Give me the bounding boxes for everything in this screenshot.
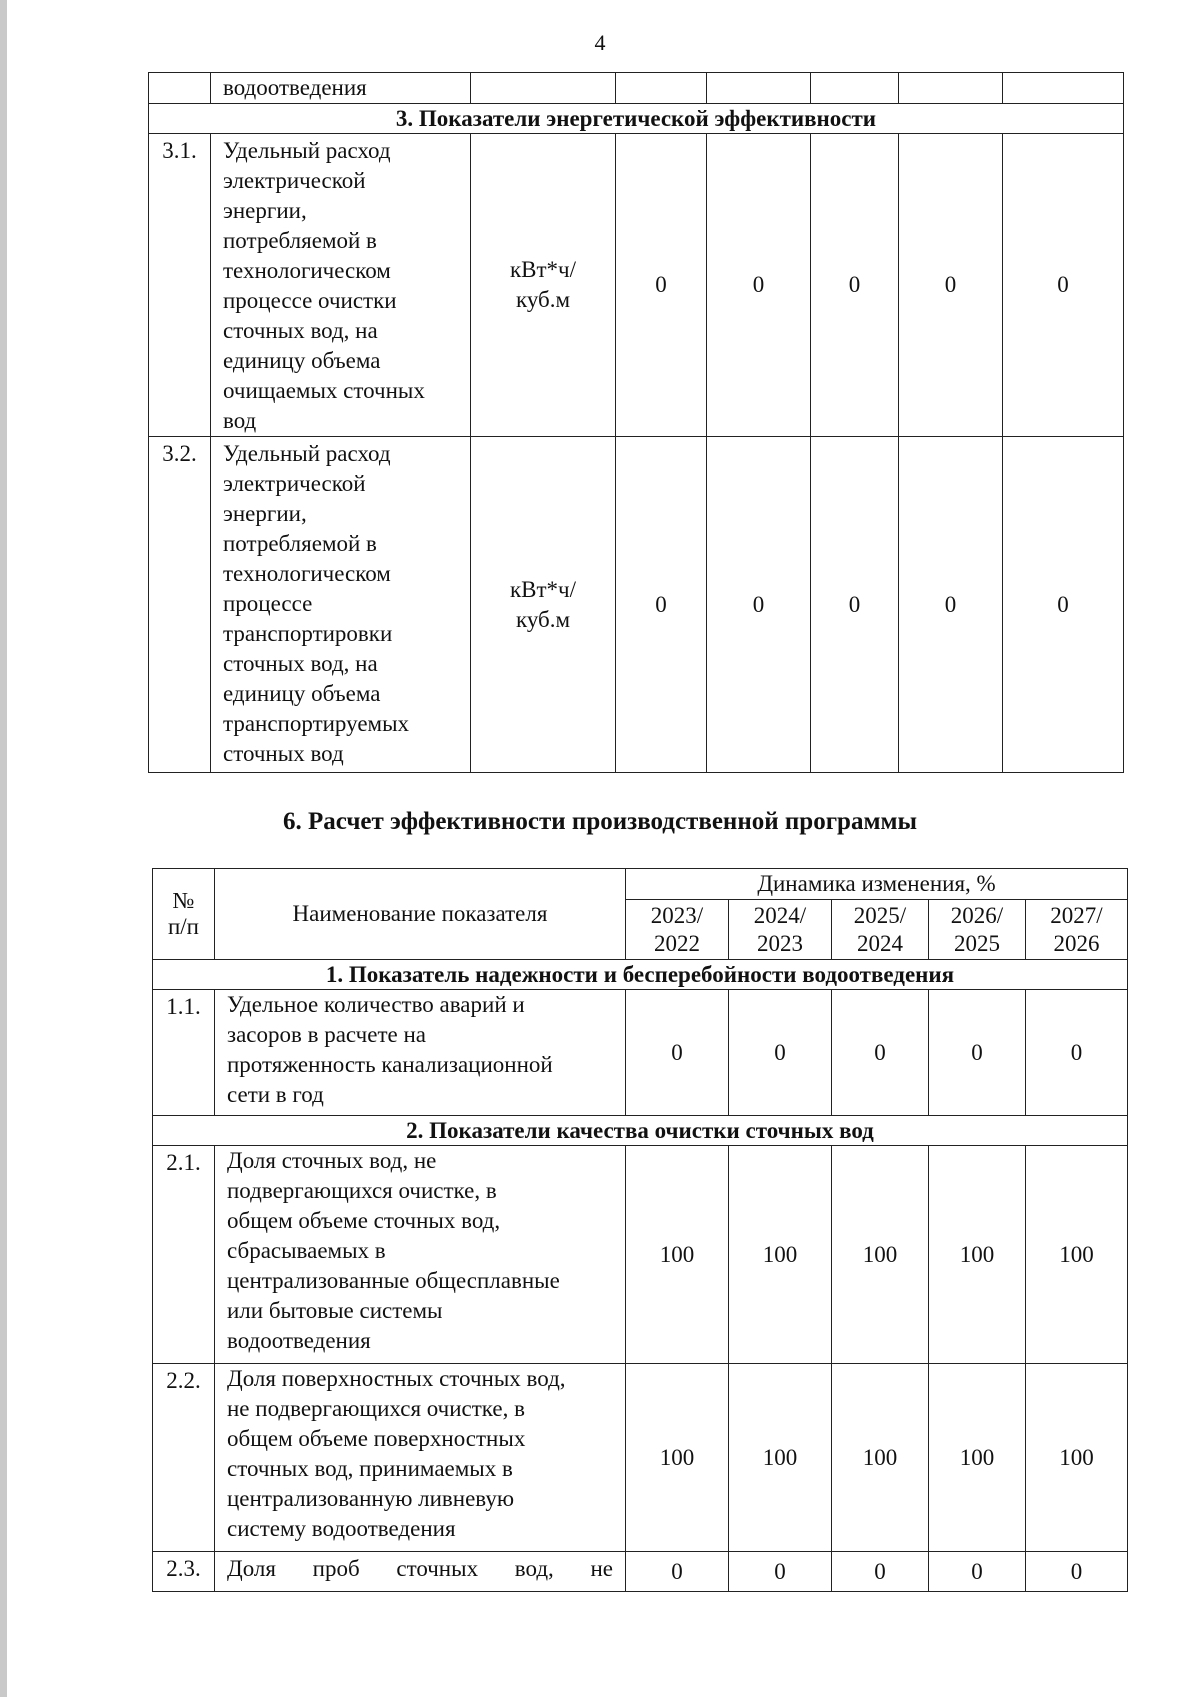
table-row	[153, 1146, 1128, 1364]
indicator-name	[211, 134, 471, 437]
unit-cell	[471, 437, 616, 773]
value-cell: 0	[1003, 134, 1124, 437]
name-line: общем объеме поверхностных	[227, 1426, 526, 1451]
name-line: сточных вод, на	[223, 651, 378, 676]
name-line: Удельный расход	[223, 138, 391, 163]
col-name-header: Наименование показателя	[215, 869, 626, 960]
value-cell: 0	[616, 437, 707, 773]
name-line: технологическом	[223, 561, 391, 586]
table-cell	[471, 73, 616, 104]
name-line: сточных вод, принимаемых в	[227, 1456, 513, 1481]
value-cell: 0	[626, 990, 729, 1116]
table-cell	[1003, 73, 1124, 104]
value-cell: 100	[626, 1146, 729, 1364]
name-line: очищаемых сточных	[223, 378, 425, 403]
value-cell: 0	[899, 437, 1003, 773]
name-line: Удельный расход	[223, 441, 391, 466]
name-line: вод	[223, 408, 257, 433]
value-cell: 0	[832, 990, 929, 1116]
section-title: 1. Показатель надежности и бесперебойности водоотведения	[153, 960, 1128, 990]
name-line: засоров в расчете на	[227, 1022, 426, 1047]
table-row	[153, 1364, 1128, 1552]
section-row	[153, 960, 1128, 990]
value-cell: 0	[707, 134, 811, 437]
header-row	[153, 869, 1128, 900]
value-cell: 0	[1026, 1552, 1128, 1592]
scan-left-edge	[0, 0, 7, 1697]
name-line: единицу объема	[223, 348, 381, 373]
value-cell: 100	[929, 1146, 1026, 1364]
table-row	[149, 134, 1124, 437]
value-cell: 0	[929, 990, 1026, 1116]
row-number: 2.3.	[153, 1552, 215, 1592]
name-line: Доля сточных вод, не	[227, 1148, 437, 1173]
indicator-name	[215, 1364, 626, 1552]
continuation-text: водоотведения	[211, 73, 471, 104]
year-header: 2025/ 2024	[832, 900, 929, 960]
name-line: или бытовые системы	[227, 1298, 443, 1323]
value-cell: 0	[811, 134, 899, 437]
value-cell: 100	[729, 1146, 832, 1364]
name-line: единицу объема	[223, 681, 381, 706]
section-row	[153, 1116, 1128, 1146]
table-row	[149, 73, 1124, 104]
value-cell: 0	[832, 1552, 929, 1592]
efficiency-calculation-table	[152, 868, 1128, 1592]
value-cell: 100	[929, 1364, 1026, 1552]
unit-line: кВт*ч/	[509, 576, 577, 602]
unit-cell	[471, 134, 616, 437]
table-row	[149, 437, 1124, 773]
name-line: процессе очистки	[223, 288, 397, 313]
name-line: электрической	[223, 471, 366, 496]
header-line: №	[172, 888, 195, 913]
unit-line: кВт*ч/	[509, 257, 577, 282]
name-line: протяженность канализационной	[227, 1052, 553, 1077]
name-line: энергии,	[223, 501, 307, 526]
year-header: 2026/ 2025	[929, 900, 1026, 960]
section-row	[149, 104, 1124, 134]
name-line: сети в год	[227, 1082, 324, 1107]
value-cell: 0	[899, 134, 1003, 437]
name-line: потребляемой в	[223, 228, 377, 253]
name-line: сбрасываемых в	[227, 1238, 386, 1263]
row-number: 3.2.	[149, 437, 211, 773]
name-line: систему водоотведения	[227, 1516, 456, 1541]
name-line: Удельное количество аварий и	[227, 992, 525, 1017]
name-line: сточных вод	[223, 741, 344, 766]
value-cell: 0	[1026, 990, 1128, 1116]
table-row	[153, 1552, 1128, 1592]
row-number: 2.1.	[153, 1146, 215, 1364]
value-cell: 100	[1026, 1364, 1128, 1552]
value-cell: 0	[729, 990, 832, 1116]
year-header: 2023/ 2022	[626, 900, 729, 960]
value-cell: 100	[626, 1364, 729, 1552]
name-line: электрической	[223, 168, 366, 193]
table-cell	[707, 73, 811, 104]
row-number: 2.2.	[153, 1364, 215, 1552]
value-cell: 0	[1003, 437, 1124, 773]
table-row	[153, 990, 1128, 1116]
dynamics-header: Динамика изменения, %	[626, 869, 1128, 900]
name-line: процессе	[223, 591, 313, 616]
table-cell	[899, 73, 1003, 104]
section-6-title: 6. Расчет эффективности производственной программы	[282, 808, 918, 835]
row-number: 1.1.	[153, 990, 215, 1116]
value-cell: 0	[616, 134, 707, 437]
name-line: водоотведения	[227, 1328, 371, 1353]
indicator-name	[215, 1146, 626, 1364]
year-header: 2024/ 2023	[729, 900, 832, 960]
indicator-name	[211, 437, 471, 773]
name-line: технологическом	[223, 258, 391, 283]
name-line: централизованные общесплавные	[227, 1268, 560, 1293]
section-title: 3. Показатели энергетической эффективности	[149, 104, 1124, 134]
name-line: потребляемой в	[223, 531, 377, 556]
table-cell	[811, 73, 899, 104]
name-line: энергии,	[223, 198, 307, 223]
value-cell: 100	[832, 1364, 929, 1552]
value-cell: 0	[729, 1552, 832, 1592]
value-cell: 0	[811, 437, 899, 773]
table-cell	[149, 73, 211, 104]
value-cell: 0	[929, 1552, 1026, 1592]
indicator-name	[215, 1552, 626, 1592]
name-line: Доля проб сточных вод, не	[227, 1556, 613, 1581]
name-line: транспортируемых	[223, 711, 410, 736]
unit-line: куб.м	[515, 606, 571, 632]
row-number: 3.1.	[149, 134, 211, 437]
name-line: подвергающихся очистке, в	[227, 1178, 497, 1203]
name-line: Доля поверхностных сточных вод,	[227, 1366, 566, 1391]
name-line: сточных вод, на	[223, 318, 378, 343]
name-line: не подвергающихся очистке, в	[227, 1396, 525, 1421]
value-cell: 100	[1026, 1146, 1128, 1364]
name-line: общем объеме сточных вод,	[227, 1208, 501, 1233]
value-cell: 0	[626, 1552, 729, 1592]
value-cell: 100	[729, 1364, 832, 1552]
page-number: 4	[594, 30, 606, 55]
energy-efficiency-table	[148, 72, 1124, 773]
value-cell: 100	[832, 1146, 929, 1364]
year-header: 2027/ 2026	[1026, 900, 1128, 960]
indicator-name	[215, 990, 626, 1116]
value-cell: 0	[707, 437, 811, 773]
name-line: транспортировки	[223, 621, 393, 646]
name-line: централизованную ливневую	[227, 1486, 515, 1511]
unit-line: куб.м	[515, 287, 571, 312]
table-cell	[616, 73, 707, 104]
header-line: п/п	[167, 914, 199, 939]
section-title: 2. Показатели качества очистки сточных вод	[153, 1116, 1128, 1146]
col-num-header	[153, 869, 215, 960]
